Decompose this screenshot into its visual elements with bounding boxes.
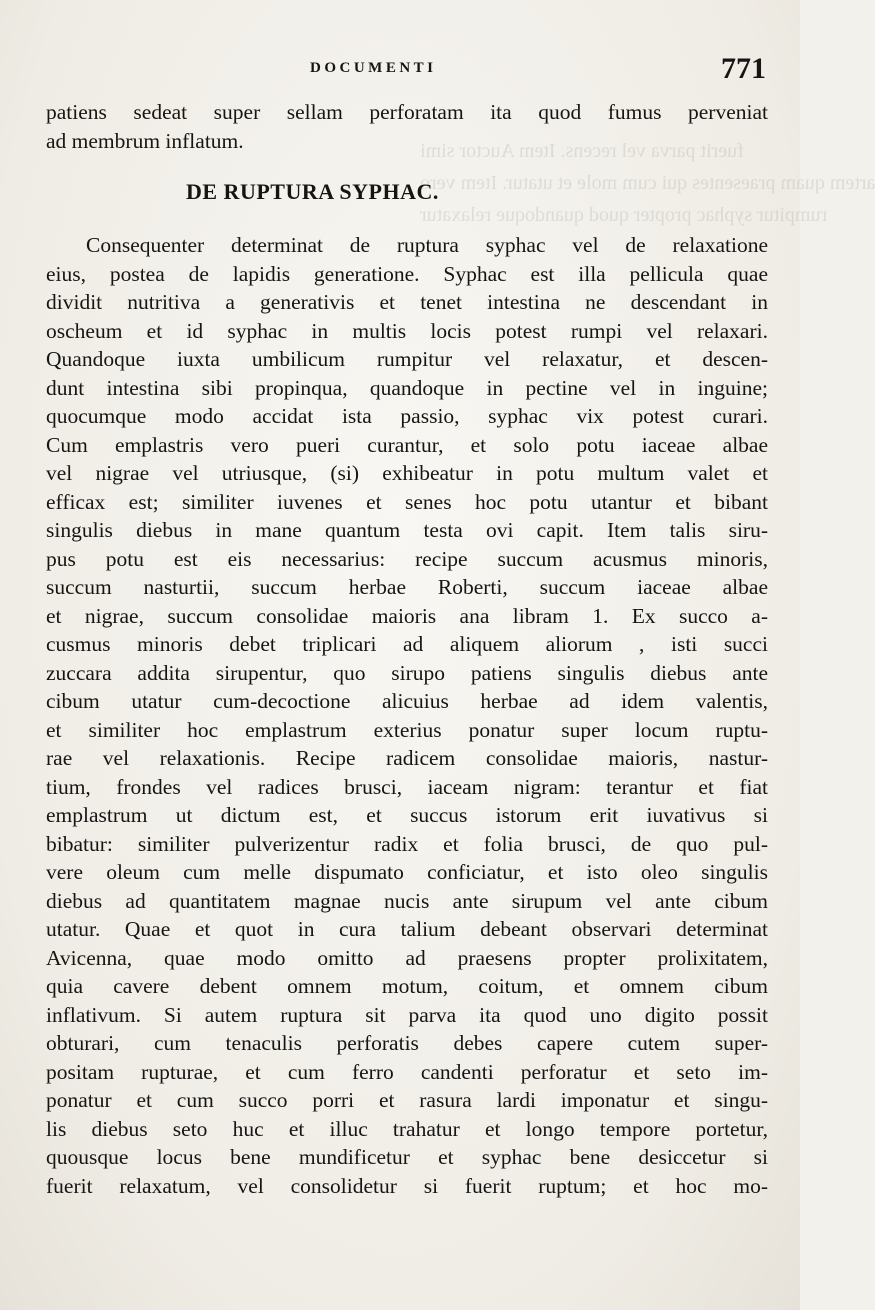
text-line: rae vel relaxationis. Recipe radicem consolidae maioris, nastur- — [46, 746, 768, 770]
text-line: cibum utatur cum-decoctione alicuius herbae ad idem valentis, — [46, 689, 768, 713]
text-line: patiens sedeat super sellam perforatam ita quod fumus perveniat — [46, 100, 768, 124]
text-line: fuerit relaxatum, vel consolidetur si fuerit ruptum; et hoc mo- — [46, 1173, 768, 1198]
text-line: vere oleum cum melle dispumato conficiatur, et isto oleo singulis — [46, 860, 768, 884]
section-heading: DE RUPTURA SYPHAC. — [186, 179, 439, 204]
text-line: dunt intestina sibi propinqua, quandoque in pectine vel in inguine; — [46, 375, 768, 400]
text-line: inflativum. Si autem ruptura sit parva ita quod uno digito possit — [46, 1002, 768, 1027]
text-line: singulis diebus in mane quantum testa ovi capit. Item talis siru- — [46, 518, 768, 542]
text-line: Consequenter determinat de ruptura syphac vel de relaxatione — [86, 233, 768, 257]
text-line: quia cavere debent omnem motum, coitum, et omnem cibum — [46, 974, 768, 998]
running-head: DOCUMENTI — [310, 60, 437, 76]
text-line: succum nasturtii, succum herbae Roberti, succum iaceae albae — [46, 575, 768, 599]
text-line: diebus ad quantitatem magnae nucis ante sirupum vel ante cibum — [46, 888, 768, 913]
text-line: positam rupturae, et cum ferro candenti perforatur et seto im- — [46, 1059, 768, 1084]
text-line: vel nigrae vel utriusque, (si) exhibeatur in potu multum valet et — [46, 461, 768, 485]
paragraph — [46, 231, 768, 1200]
text-line: efficax est; similiter iuvenes et senes hoc potu utantur et bibant — [46, 489, 768, 514]
text-line: Cum emplastris vero pueri curantur, et solo potu iaceae albae — [46, 432, 768, 457]
text-line: Avicenna, quae modo omitto ad praesens propter prolixitatem, — [46, 945, 768, 970]
text-line: utatur. Quae et quot in cura talium debeant observari determinat — [46, 917, 768, 941]
text-line: Quandoque iuxta umbilicum rumpitur vel relaxatur, et descen- — [46, 347, 768, 371]
text-line: tium, frondes vel radices brusci, iaceam nigram: terantur et fiat — [46, 774, 768, 799]
text-line: dividit nutritiva a generativis et tenet intestina ne descendant in — [46, 290, 768, 314]
text-line: pus potu est eis necessarius: recipe succum acusmus minoris, — [46, 546, 768, 571]
body-text — [46, 98, 768, 1200]
text-line: et nigrae, succum consolidae maioris ana libram 1. Ex succo a- — [46, 603, 768, 628]
text-line: quocumque modo accidat ista passio, syphac vix potest curari. — [46, 404, 768, 428]
bleed-through-text: fuerit parva vel recens. Item Auctor simi — [420, 140, 744, 162]
text-line: bibatur: similiter pulverizentur radix et folia brusci, de quo pul- — [46, 831, 768, 856]
text-line: obturari, cum tenaculis perforatis debes capere cutem super- — [46, 1031, 768, 1055]
text-line: zuccara addita sirupentur, quo sirupo patiens singulis diebus ante — [46, 660, 768, 685]
text-line: lis diebus seto huc et illuc trahatur et longo tempore portetur, — [46, 1116, 768, 1141]
text-line: oscheum et id syphac in multis locis potest rumpi vel relaxari. — [46, 318, 768, 343]
bleed-through-text: rumpitur syphac propter quod quandoque relaxatur — [420, 204, 828, 226]
bleed-through-text: artem quam praesentes qui cum mole et utatur. Item vero — [420, 172, 875, 194]
text-line: ponatur et cum succo porri et rasura lardi imponatur et singu- — [46, 1088, 768, 1112]
page-number: 771 — [721, 52, 766, 85]
text-line: et similiter hoc emplastrum exterius ponatur super locum ruptu- — [46, 717, 768, 742]
text-line: cusmus minoris debet triplicari ad aliquem aliorum , isti succi — [46, 632, 768, 656]
text-line: quousque locus bene mundificetur et syphac bene desiccetur si — [46, 1145, 768, 1169]
text-line: emplastrum ut dictum est, et succus istorum erit iuvativus si — [46, 803, 768, 827]
text-line: eius, postea de lapidis generatione. Syphac est illa pellicula quae — [46, 261, 768, 286]
text-line: ad membrum inflatum. — [46, 128, 244, 153]
